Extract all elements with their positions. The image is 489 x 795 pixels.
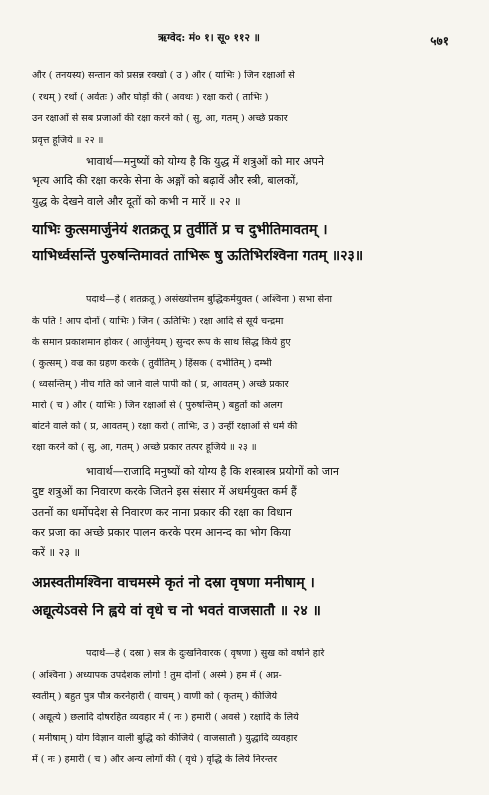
text-line: उन रक्षाओं से सब प्रजाओं की रक्षा करने को ( सु, आ, गतम् ) अच्छे प्रकार	[32, 113, 288, 124]
bhavartha-line: कर प्रजा का अच्छे प्रकार पालन करके परम आनन्द का भोग किया	[32, 526, 291, 539]
text-line: पदार्थ—हे ( दस्रा ) सत्र के दुःखनिवारक ( वृषणा ) सुख को वर्षाने हारे	[86, 648, 325, 659]
page-number: ५७१	[430, 34, 449, 48]
mantra-line: याभिः कुत्समार्जुनेयं शतक्रतू प्र तुर्वीतिं प्र च दुभीतिमावतम् ।	[32, 222, 328, 238]
text-line: रक्षा करने को ( सु, आ, गतम् ) अच्छे प्रकार तत्पर हूजिये ॥ २३ ॥	[32, 442, 257, 453]
text-line: ( अद्यूत्ये ) छलादि दोषरहित व्यवहार में ( नः ) हमारी ( अवसे ) रक्षादि के लिये	[32, 712, 299, 723]
text-line: के पति ! आप दोनों ( याभिः ) जिन ( ऊतिभिः ) रक्षा आदि से सूर्य चन्द्रमा	[32, 316, 284, 327]
text-line: में ( नः ) हमारी ( च ) और अन्य लोगों की ( वृधे ) वृद्धि के लिये निरन्तर	[32, 754, 278, 765]
text-line: और ( तनयस्य) सन्तान को प्रसन्न रक्खो ( उ ) और ( याभिः ) जिन रक्षाओं से	[32, 70, 295, 81]
text-line: ( ध्वसन्तिम् ) नीच गति को जाने वाले पापी को ( प्र, आवतम् ) अच्छे प्रकार	[32, 379, 289, 390]
text-line: ( मनीषाम् ) योग विज्ञान वाली बुद्धि को कीजिये ( वाजसातौ ) युद्धादि व्यवहार	[32, 733, 298, 744]
mantra-line: याभिर्ध्वसन्तिं पुरुषन्तिमावतं ताभिरू षु ऊतिभिरश्विना गतम् ॥२३॥	[32, 248, 364, 264]
bhavartha-line: भृत्य आदि की रक्षा करके सेना के अङ्गों को बढ़ावें और स्त्री, बालकों,	[32, 174, 299, 187]
page-header-title: ऋग्वेद: मं० १। सू० ११२ ॥	[158, 32, 260, 44]
bhavartha-line: युद्ध के देखने वाले और दूतों को कभी न मारें ॥ २२ ॥	[32, 195, 241, 208]
mantra-line: अद्यूत्येऽवसे नि ह्वये वां वृधे च नो भवतं वाजसातौ ॥ २४ ॥	[32, 603, 321, 619]
text-line: ( कुत्सम् ) वज्र का ग्रहण करके ( तुर्वीतिम् ) हिंसक ( दभीतिम् ) दम्भी	[32, 358, 272, 369]
bhavartha-line: करें ॥ २३ ॥	[32, 546, 81, 559]
bhavartha-line: उतनों का धर्मोपदेश से निवारण कर नाना प्रकार की रक्षा का विधान	[32, 506, 293, 519]
bhavartha-line: भावार्थ—मनुष्यों को योग्य है कि युद्ध में शत्रुओं को मार अपने	[86, 155, 325, 168]
text-line: स्वतीम् ) बहुत पुत्र पौत्र करनेहारी ( वाचम् ) वाणी को ( कृतम् ) कीजिये	[32, 691, 278, 702]
text-line: पदार्थ—हे ( शतक्रतू ) असंख्योत्तम बुद्धिकर्मयुक्त ( अश्विना ) सभा सेना	[86, 294, 332, 305]
text-line: बांटने वाले को ( प्र, आवतम् ) रक्षा करो ( ताभिः, उ ) उन्हीं रक्षाओं से धर्म की	[32, 421, 298, 432]
mantra-line: अप्नस्वतीमश्विना वाचमस्मे कृतं नो दस्रा वृषणा मनीषाम् ।	[32, 575, 315, 591]
bhavartha-line: दुष्ट शत्रुओं का निवारण करके जितने इस संसार में अधर्मयुक्त कर्म हैं	[32, 485, 297, 498]
bhavartha-line: भावार्थ—राजादि मनुष्यों को योग्य है कि शस्त्रास्त्र प्रयोगों को जान	[86, 465, 340, 478]
text-line: ( अश्विना ) अध्यापक उपदेशक लोगो ! तुम दोनों ( अस्मे ) हम में ( अप्न-	[32, 670, 282, 681]
text-line: प्रवृत्त हूजिये ॥ २२ ॥	[32, 135, 104, 146]
text-line: ( रथम् ) रथों ( अर्वतः ) और घोड़ों की ( अवथः ) रक्षा करो ( ताभिः )	[32, 92, 269, 103]
text-line: के समान प्रकाशमान होकर ( आर्जुनेयम् ) सुन्दर रूप के साथ सिद्ध किये हुए	[32, 337, 291, 348]
text-line: मारो ( च ) और ( याभिः ) जिन रक्षाओं से ( पुरुषन्तिम् ) बहुतों को अलग	[32, 400, 283, 411]
